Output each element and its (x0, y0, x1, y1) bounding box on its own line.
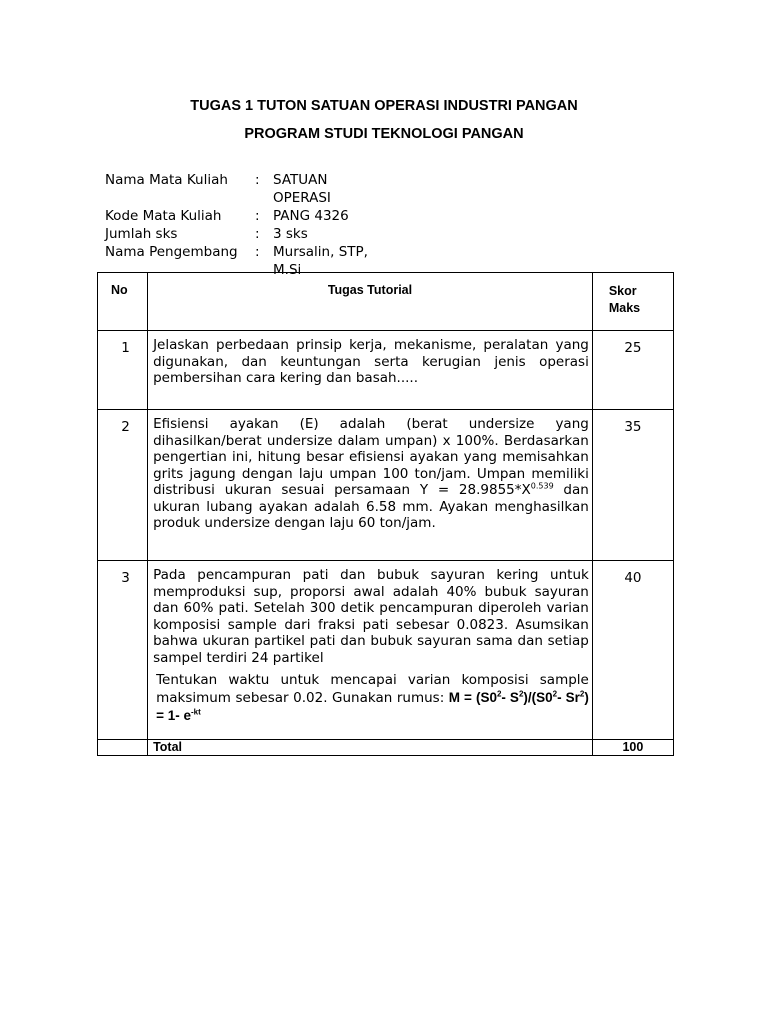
task-question-text: Tentukan waktu untuk mencapai varian komposisi sample maksimum sebesar 0.02. Gunakan rumus: (156, 672, 589, 706)
document-subtitle: PROGRAM STUDI TEKNOLOGI PANGAN (244, 126, 524, 142)
formula-sup: -kt (190, 707, 201, 717)
header-score (592, 273, 673, 331)
row-task (148, 410, 593, 561)
task-text: Jelaskan perbedaan prinsip kerja, mekanisme, peralatan yang digunakan, dan keuntungan serta kerugian jenis operasi pembersihan cara kering dan basah..... (153, 337, 589, 386)
row-number: 1 (98, 331, 148, 410)
formula-part: M = (S0 (448, 690, 497, 705)
info-row (105, 207, 373, 225)
info-value: 3 sks (273, 226, 308, 242)
info-label: Kode Mata Kuliah (105, 208, 222, 224)
tutorial-table (97, 272, 674, 756)
table-header-row (98, 273, 674, 331)
table-row (98, 561, 674, 740)
info-value: PANG 4326 (273, 208, 349, 224)
header-score-line2: Maks (608, 301, 641, 315)
formula-sup: 2 (552, 689, 558, 699)
table-row (98, 331, 674, 410)
formula-part: - S (501, 690, 519, 705)
formula-sup: 2 (518, 689, 524, 699)
formula-sup: 2 (496, 689, 502, 699)
row-score: 25 (592, 331, 673, 410)
document-title: TUGAS 1 TUTON SATUAN OPERASI INDUSTRI PANGAN (190, 98, 578, 114)
info-value: Mursalin, STP, M.Si (273, 244, 368, 278)
task-text-part: Efisiensi ayakan (E) adalah (berat undersize yang dihasilkan/berat undersize dalam umpan) x 100%. Berdasarkan pengertian ini, hitung besar efisiensi ayakan yang memisahkan grits jagung dengan laju umpan 100 ton/jam. Umpan memiliki distribusi ukuran sesuai persamaan Y = 28.9855*X (153, 416, 589, 498)
formula-part: ) = 1- e (156, 690, 589, 723)
info-label: Nama Pengembang (105, 244, 238, 260)
header-task: Tugas Tutorial (148, 273, 593, 331)
info-label: Nama Mata Kuliah (105, 172, 228, 188)
task-question (153, 672, 589, 725)
row-task (148, 561, 593, 740)
info-value: SATUAN OPERASI (273, 172, 331, 206)
formula-part: )/(S0 (523, 690, 553, 705)
info-separator: : (255, 172, 260, 188)
row-task (148, 331, 593, 410)
info-separator: : (255, 244, 260, 260)
total-label: Total (148, 740, 593, 756)
course-info (105, 171, 373, 279)
task-exponent: 0.539 (530, 481, 554, 491)
info-separator: : (255, 226, 260, 242)
info-row (105, 225, 373, 243)
total-value: 100 (592, 740, 673, 756)
task-text: Pada pencampuran pati dan bubuk sayuran kering untuk memproduksi sup, proporsi awal adalah 40% bubuk sayuran dan 60% pati. Setelah 300 detik pencampuran diperoleh varian komposisi sample dari fraksi pati sebesar 0.0823. Asumsikan bahwa ukuran partikel pati dan bubuk sayuran sama dan setiap sampel terdiri 24 partikel (153, 567, 589, 666)
info-label: Jumlah sks (105, 226, 178, 242)
task-text (153, 416, 589, 532)
row-score: 35 (592, 410, 673, 561)
info-separator: : (255, 208, 260, 224)
total-empty-cell (98, 740, 148, 756)
formula-part: - Sr (557, 690, 580, 705)
header-no: No (98, 273, 148, 331)
header-score-line1: Skor (608, 284, 637, 298)
task-text-part: dan ukuran lubang ayakan adalah 6.58 mm. Ayakan menghasilkan produk undersize dengan laju 60 ton/jam. (153, 482, 589, 531)
row-number: 2 (98, 410, 148, 561)
row-score: 40 (592, 561, 673, 740)
table-row (98, 410, 674, 561)
formula-sup: 2 (579, 689, 585, 699)
table-total-row (98, 740, 674, 756)
row-number: 3 (98, 561, 148, 740)
info-row (105, 171, 373, 207)
